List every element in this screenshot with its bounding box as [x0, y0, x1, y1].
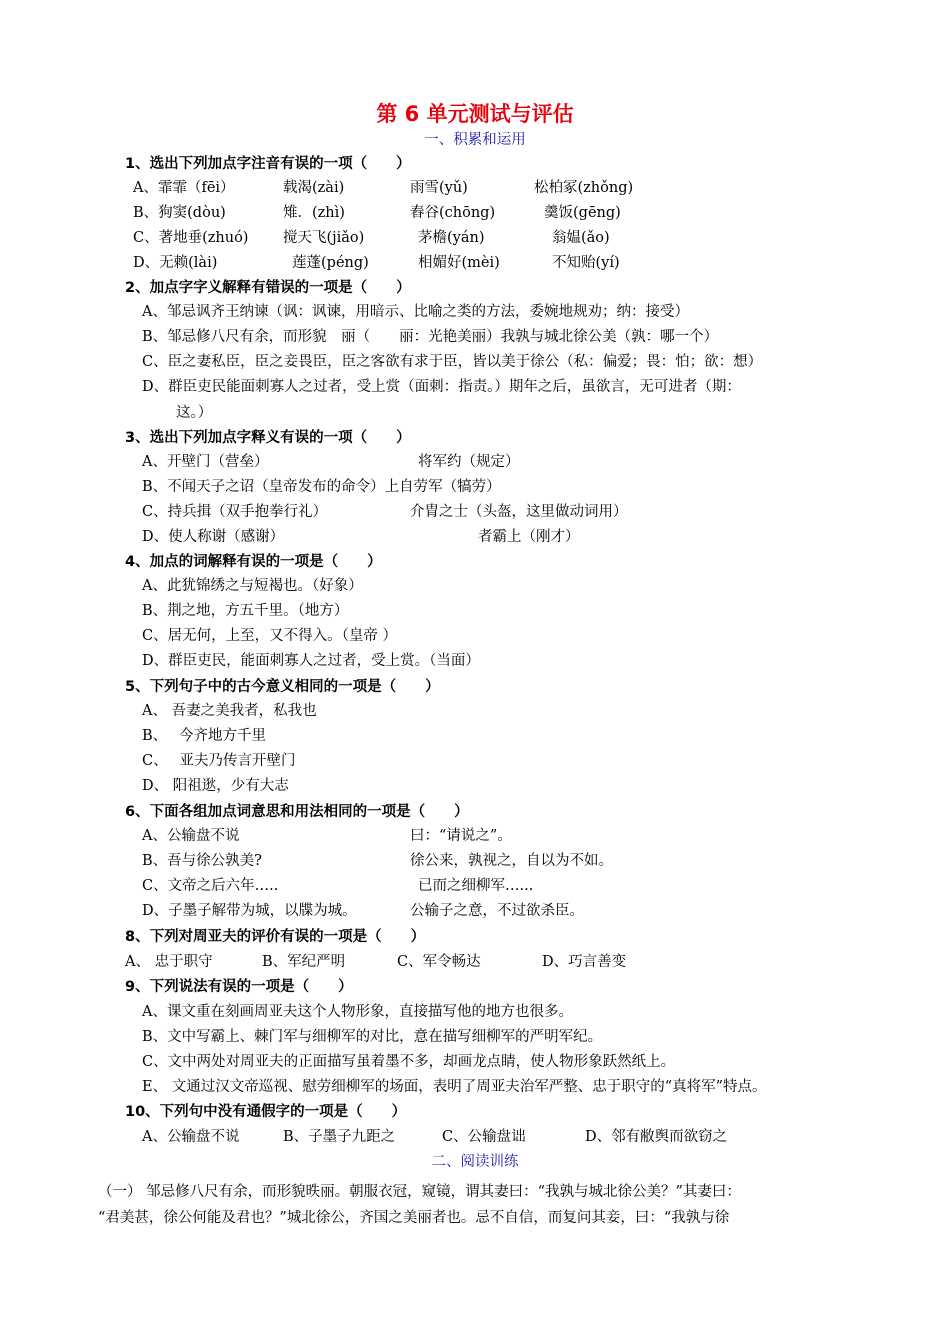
q10-option: C、公输盘诎	[442, 1129, 526, 1145]
q3-option: A、开壁门（营垒）	[142, 454, 269, 470]
q2-option-b: B、邹忌修八尺有余，而形貌 丽（ 丽：光艳美丽）我孰与城北徐公美（孰：哪一个）	[142, 329, 719, 345]
passage-line-1: （一） 邹忌修八尺有余，而形貌昳丽。朝服衣冠，窥镜，谓其妻曰：“我孰与城北徐公美？”其妻曰：	[98, 1184, 741, 1200]
q9-option-c: C、文中两处对周亚夫的正面描写虽着墨不多，却画龙点睛，使人物形象跃然纸上。	[142, 1054, 676, 1070]
q3-option: 者霸上（刚才）	[478, 529, 580, 545]
q6-option: C、文帝之后六年…..	[142, 878, 279, 894]
q1-option: 载渴(zài)	[283, 180, 345, 196]
q1-option: D、无赖(lài)	[133, 255, 218, 271]
q5-option-d: D、 阳祖逖，少有大志	[142, 778, 289, 794]
q1-option: 雉．(zhì)	[283, 205, 345, 221]
q6-option: B、吾与徐公孰美?	[142, 853, 262, 869]
question-9-stem: 9、下列说法有误的一项是（ ）	[125, 979, 353, 995]
q1-option: B、狗窦(dòu)	[133, 205, 226, 221]
q3-option: B、不闻天子之诏（皇帝发布的命令）上自劳军（犒劳）	[142, 479, 501, 495]
q4-option-b: B、荆之地，方五千里。（地方）	[142, 603, 349, 619]
q4-option-d: D、群臣吏民，能面刺寡人之过者，受上赏。（当面）	[142, 653, 480, 669]
section-heading-2: 二、阅读训练	[431, 1154, 519, 1170]
q6-option: 曰：“请说之”。	[410, 828, 512, 844]
q9-option-b: B、文中写霸上、棘门军与细柳军的对比，意在描写细柳军的严明军纪。	[142, 1029, 603, 1045]
q3-option: C、持兵揖（双手抱拳行礼）	[142, 504, 328, 520]
q8-option: D、巧言善变	[542, 954, 627, 970]
q2-option-d-cont: 这。）	[176, 405, 213, 421]
q1-option: 搅天飞(jiǎo)	[283, 230, 365, 246]
q1-option: 松柏冢(zhǒng)	[534, 180, 634, 196]
question-6-stem: 6、下面各组加点词意思和用法相同的一项是（ ）	[125, 804, 469, 820]
question-8-stem: 8、下列对周亚夫的评价有误的一项是（ ）	[125, 929, 426, 945]
q1-option: 相媚好(mèi)	[418, 255, 500, 271]
q1-option: 茅檐(yán)	[418, 230, 485, 246]
q2-option-a: A、邹忌讽齐王纳谏（讽：讽谏，用暗示、比喻之类的方法，委婉地规劝；纳：接受）	[142, 304, 689, 320]
q8-option: A、 忠于职守	[125, 954, 213, 970]
question-3-stem: 3、选出下列加点字释义有误的一项（ ）	[125, 430, 411, 446]
question-5-stem: 5、下列句子中的古今意义相同的一项是（ ）	[125, 679, 440, 695]
question-1-stem: 1、选出下列加点字注音有误的一项（ ）	[125, 156, 411, 172]
q5-option-b: B、 今齐地方千里	[142, 728, 267, 744]
section-heading-1: 一、积累和运用	[424, 132, 526, 148]
q9-option-a: A、课文重在刻画周亚夫这个人物形象，直接描写他的地方也很多。	[142, 1004, 573, 1020]
question-2-stem: 2、加点字字义解释有错误的一项是（ ）	[125, 280, 411, 296]
q2-option-c: C、臣之妻私臣，臣之妾畏臣，臣之客欲有求于臣，皆以美于徐公（私：偏爱；畏：怕；欲：想）	[142, 354, 763, 370]
q9-option-e: E、 文通过汉文帝巡视、慰劳细柳军的场面，表明了周亚夫治军严整、忠于职守的“真将军”特点。	[142, 1079, 767, 1095]
q6-option: D、子墨子解带为城，以牒为城。	[142, 903, 357, 919]
q5-option-a: A、 吾妻之美我者，私我也	[142, 703, 317, 719]
q10-option: D、邻有敝舆而欲窃之	[585, 1129, 728, 1145]
q6-option: 公输子之意，不过欲杀臣。	[410, 903, 584, 919]
q1-option: 雨雪(yǔ)	[410, 180, 468, 196]
q6-option: 徐公来，孰视之，自以为不如。	[410, 853, 613, 869]
q8-option: C、军令畅达	[397, 954, 481, 970]
q1-option: 舂谷(chōng)	[410, 205, 496, 221]
q1-option: A、霏霏（fēi）	[133, 180, 235, 196]
q4-option-a: A、此犹锦绣之与短褐也。（好象）	[142, 578, 363, 594]
q1-option: 翁媪(ǎo)	[552, 230, 610, 246]
q1-option: 羹饭(gēng)	[544, 205, 621, 221]
q1-option: 莲蓬(péng)	[292, 255, 369, 271]
q3-option: 介胄之士（头盔，这里做动词用）	[410, 504, 628, 520]
q3-option: D、使人称谢（感谢）	[142, 529, 285, 545]
q6-option: A、公输盘不说	[142, 828, 240, 844]
q10-option: B、子墨子九距之	[283, 1129, 396, 1145]
q5-option-c: C、 亚夫乃传言开壁门	[142, 753, 296, 769]
q10-option: A、公输盘不说	[142, 1129, 240, 1145]
q8-option: B、军纪严明	[262, 954, 346, 970]
page-title: 第 6 单元测试与评估	[376, 102, 574, 126]
q4-option-c: C、居无何，上至，又不得入。（皇帝 ）	[142, 628, 397, 644]
q2-option-d: D、群臣吏民能面刺寡人之过者，受上赏（面刺：指责。）期年之后，虽欲言，无可进者（期：	[142, 379, 741, 395]
q1-option: 不知贻(yí)	[552, 255, 620, 271]
question-4-stem: 4、加点的词解释有误的一项是（ ）	[125, 554, 382, 570]
question-10-stem: 10、下列句中没有通假字的一项是（ ）	[125, 1104, 407, 1120]
passage-line-2: “君美甚，徐公何能及君也？”城北徐公，齐国之美丽者也。忌不自信，而复问其妾，曰：“我孰与徐	[98, 1210, 730, 1226]
q3-option: 将军约（规定）	[418, 454, 520, 470]
q1-option: C、著地垂(zhuó)	[133, 230, 249, 246]
q6-option: 已而之细柳军…...	[418, 878, 534, 894]
